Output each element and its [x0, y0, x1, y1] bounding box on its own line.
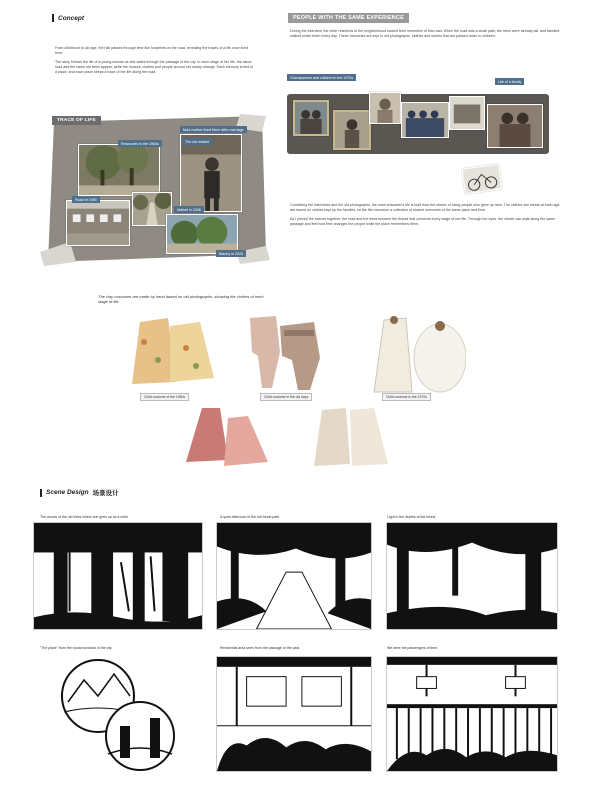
heading-bar: [52, 14, 54, 22]
costume-white-dresses: [366, 312, 466, 394]
photo-elder-man: [369, 92, 401, 124]
photo-women-outdoors: [487, 104, 543, 148]
clay-label-1970s: Child costume in the 1970s: [382, 393, 431, 401]
people-title: PEOPLE WITH THE SAME EXPERIENCE: [288, 13, 409, 23]
scene-sketch-forest-path: [216, 522, 372, 630]
scene-design-heading: [40, 488, 119, 497]
tag-market-2006: Market in 2006: [174, 206, 204, 213]
scene-caption-4: "The place" from the round windows in the city.: [40, 646, 113, 650]
scene-sketch-round-windows: [58, 656, 178, 774]
photo-trees-1960s: [78, 144, 160, 196]
costume-pink-dresses: [184, 404, 270, 468]
concept-heading-text: Concept: [58, 14, 84, 22]
photo-bakery-market: [166, 214, 238, 254]
tag-mother-after-marriage: Ma's mother lived there after marriage: [180, 126, 247, 133]
people-text: [290, 203, 560, 231]
scene-design-heading-text: Scene Design: [46, 489, 89, 496]
clay-label-1960s: Child costume of the 1960s: [140, 393, 189, 401]
scene-sketch-residential-area: [216, 656, 372, 772]
tag-old-market: The old market: [182, 138, 212, 145]
photo-mother-portrait: [180, 134, 242, 212]
concept-paragraph-2: The story follows the life of a young woman as she walks through the passage of the city. In each stage of her life, the same road and the same old trees appear, while the houses, clothes and people around her slowly change. Each memory is tied to a place, and each place keeps a trace of her life along the road.: [55, 60, 254, 74]
concept-text: [55, 46, 255, 79]
people-photo-collage: [283, 70, 553, 194]
scene-caption-2: A quiet afternoon in the old forest path.: [220, 515, 281, 519]
scene-sketch-woods: [33, 522, 203, 630]
photo-family-group-1: [293, 100, 329, 136]
photo-street-view: [449, 96, 485, 130]
clay-label-old-days: Child costume in the old days: [260, 393, 312, 401]
scene-design-heading-cjk: 场景设计: [92, 490, 119, 497]
tag-life-of-family: Life of a family: [495, 78, 524, 85]
clay-caption: The clay costumes are made by hand based on old photographs, showing the clothes of each stage of life.: [98, 294, 264, 304]
photo-old-building: [66, 200, 130, 246]
photo-family-group-2: [401, 102, 449, 138]
scene-sketch-forest-light: [386, 522, 558, 630]
people-paragraph-2: As I pieced the scenes together, the road and the trees became the thread that connects every stage of her life. Through her eyes, the viewer can walk along the same passage and feel how time changes the people while the place remembers them.: [290, 217, 556, 226]
tag-resources-1960s: Resources in the 1960s: [118, 140, 162, 147]
people-paragraph-1: Combining the interviews and the old photographs, the main character's life is built from the stories of many people who grew up here. The clothes she wears at each age are based on clothes kept by the families, so the film becomes a collection of shared memories of the same place and time.: [290, 203, 560, 212]
costume-floral-dresses: [130, 312, 216, 386]
photo-bicycle: [461, 163, 502, 194]
people-intro: During the interview, the older residents of the neighborhood shared their memories of this road. When the road was a small path, the trees were already tall, and families walked under them every day. These memories are kept in old photographs, clothes and stories that are passed down to children.: [290, 29, 560, 38]
scene-caption-1: The woods of the old trees where she grew up as a child.: [40, 515, 129, 519]
tag-grandparents-1970s: Grandparents and children in the 1970s: [287, 74, 356, 81]
trace-of-life-board: [40, 114, 270, 266]
heading-bar: [40, 489, 42, 497]
costume-jumpsuits: [244, 312, 330, 390]
tag-road-1980: Road of 1980: [72, 196, 100, 203]
photo-child-portrait: [333, 110, 371, 150]
scene-caption-3: Light in the depths of the forest.: [387, 515, 437, 519]
scene-caption-5: Residential area seen from the passage of the past.: [220, 646, 301, 650]
trace-of-life-title: TRACE OF LIFE: [52, 116, 101, 125]
tag-bakery-2023: Bakery in 2023: [216, 250, 246, 257]
concept-paragraph-1: From childhood to old age, the hall passes through time like footprints on the road, revealing the traces of a life once lived here.: [55, 46, 248, 55]
scene-caption-6: We were the passengers of time.: [387, 646, 439, 650]
scene-sketch-passengers-of-time: [386, 656, 558, 772]
costume-cream-dresses: [312, 404, 392, 468]
concept-heading: [52, 14, 84, 22]
